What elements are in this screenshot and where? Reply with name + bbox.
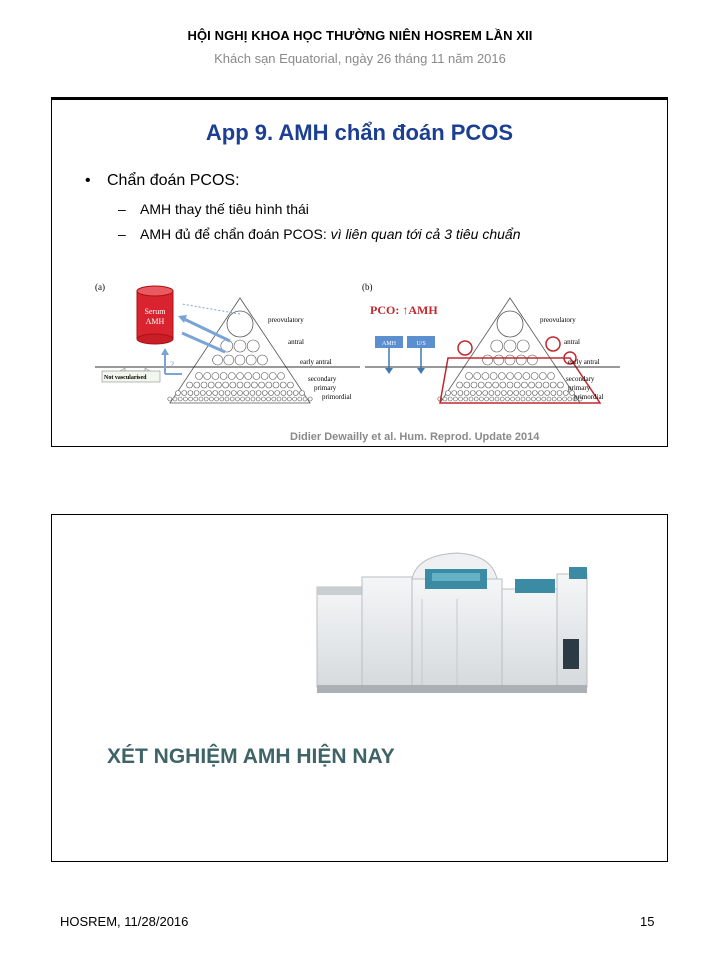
follicle-circle — [298, 397, 302, 401]
follicle-circle — [532, 391, 537, 396]
follicle-circle — [529, 382, 535, 388]
serum-amh-cylinder — [137, 286, 173, 344]
follicle-circle — [500, 397, 504, 401]
box-us-label: U/S — [416, 341, 426, 347]
follicle-circle — [228, 373, 235, 380]
slide-amh-testing — [51, 514, 668, 862]
follicle-circle — [212, 373, 219, 380]
stage-label: primary — [568, 384, 591, 392]
footer-date: HOSREM, 11/28/2016 — [60, 914, 189, 929]
follicle-circle — [168, 397, 172, 401]
follicle-circle — [485, 382, 491, 388]
follicle-circle — [220, 373, 227, 380]
follicle-circle — [251, 397, 255, 401]
stage-label: secondary — [308, 375, 337, 383]
follicle-circle — [568, 397, 572, 401]
stage-label: secondary — [566, 375, 595, 383]
follicle-circle — [213, 391, 218, 396]
follicle-circle — [215, 397, 219, 401]
follicle-circle — [485, 397, 489, 401]
follicle-circle — [548, 373, 555, 380]
follicle-circle — [470, 391, 475, 396]
follicle-circle — [517, 340, 529, 352]
follicle-circle — [479, 397, 483, 401]
follicle-circle — [173, 397, 177, 401]
not-vascularised-arrow — [102, 368, 160, 382]
follicle-circle — [542, 397, 546, 401]
follicle-circle — [521, 382, 527, 388]
follicle-circle — [526, 397, 530, 401]
bullet-item — [85, 172, 240, 190]
follicle-circle — [531, 397, 535, 401]
bullet-text: Chẩn đoán PCOS: — [107, 172, 240, 189]
follicle-circle — [547, 397, 551, 401]
panel-a-label: (a) — [95, 282, 105, 292]
follicle-circle — [269, 391, 274, 396]
sub-bullet-italic: vì liên quan tới cả 3 tiêu chuẩn — [330, 226, 521, 242]
follicle-circle — [474, 397, 478, 401]
follicle-circle — [516, 397, 520, 401]
follicle-circle — [237, 382, 243, 388]
follicle-circle — [514, 382, 520, 388]
stage-label: preovulatory — [268, 316, 304, 324]
follicle-circle — [557, 391, 562, 396]
amh-us-boxes — [375, 336, 435, 374]
follicle-circle — [507, 373, 514, 380]
serum-label: Serum — [144, 307, 166, 316]
follicle-circle — [287, 382, 293, 388]
page-number: 15 — [640, 914, 655, 929]
follicle-circle — [204, 397, 208, 401]
stage-label: antral — [288, 338, 304, 346]
slide-amh-pcos — [51, 97, 668, 447]
laboratory-analyzer-machine-image — [307, 549, 592, 699]
follicle-circle — [537, 397, 541, 401]
follicle-circle — [526, 391, 531, 396]
follicle-circle — [251, 382, 257, 388]
follicle-circle — [277, 397, 281, 401]
follicle-circle — [187, 382, 193, 388]
follicle-circle — [235, 397, 239, 401]
follicle-circle — [494, 355, 504, 365]
follicle-circle — [539, 391, 544, 396]
follicle-circle — [500, 382, 506, 388]
follicle-circle — [495, 391, 500, 396]
follicle-circle — [223, 382, 229, 388]
follicle-circle — [234, 340, 246, 352]
follicle-circle — [477, 391, 482, 396]
follicle-circle — [194, 391, 199, 396]
follicle-circle — [182, 391, 187, 396]
follicle-circle — [550, 382, 556, 388]
follicle-circle — [256, 391, 261, 396]
amh-label: AMH — [145, 317, 165, 326]
follicle-circle — [196, 373, 203, 380]
follicle-circle — [278, 373, 285, 380]
follicle-circle — [244, 382, 250, 388]
sub-bullet-1 — [118, 201, 309, 217]
follicle-circle — [275, 391, 280, 396]
follicle-circle — [457, 382, 463, 388]
follicle-circle — [453, 397, 457, 401]
stage-label: early antral — [568, 358, 600, 366]
follicle-circle — [194, 397, 198, 401]
follicle-circle — [261, 397, 265, 401]
follicle-circle — [464, 391, 469, 396]
follicle-circle — [563, 397, 567, 401]
dash-icon: – — [118, 226, 126, 242]
follicle-circle — [483, 355, 493, 365]
follicle-circle — [466, 373, 473, 380]
follicle-circle — [241, 397, 245, 401]
stage-label: primordial — [322, 393, 352, 401]
follicle-circle — [230, 397, 234, 401]
stage-label: antral — [564, 338, 580, 346]
follicle-circle — [230, 382, 236, 388]
follicle-circle — [452, 391, 457, 396]
follicle-circle — [246, 397, 250, 401]
follicle-circle — [557, 382, 563, 388]
not-vascularised-label: Not vascularised — [104, 375, 147, 381]
follicle-circle — [308, 397, 312, 401]
follicle-circle — [282, 397, 286, 401]
follicle-circle — [200, 391, 205, 396]
follicle-circle — [207, 391, 212, 396]
follicle-circle — [183, 397, 187, 401]
follicle-circle — [199, 397, 203, 401]
follicle-circle — [257, 355, 267, 365]
follicle-circle — [458, 391, 463, 396]
follicle-circle — [237, 373, 244, 380]
follicle-circle — [189, 397, 193, 401]
follicle-circle — [514, 391, 519, 396]
follicle-circle — [293, 391, 298, 396]
follicle-circle — [176, 391, 181, 396]
box-amh-label: AMH — [381, 341, 397, 347]
follicle-circle — [501, 391, 506, 396]
follicle-circle — [521, 397, 525, 401]
follicle-circle — [511, 397, 515, 401]
follicle-circle — [482, 373, 489, 380]
follicle-circle — [246, 355, 256, 365]
follicle-circle — [504, 340, 516, 352]
follicle-circle — [508, 391, 513, 396]
follicle-circle — [208, 382, 214, 388]
follicle-circle — [250, 391, 255, 396]
follicle-circle — [273, 382, 279, 388]
follicle-circle — [287, 397, 291, 401]
follicle-circle — [267, 397, 271, 401]
follicle-circle — [471, 382, 477, 388]
follicle-circle — [262, 391, 267, 396]
follicle-circle — [507, 382, 513, 388]
stage-label: preovulatory — [540, 316, 576, 324]
follicle-circle — [443, 397, 447, 401]
follicle-circle — [464, 397, 468, 401]
follicle-circle — [303, 397, 307, 401]
follicle-circle — [469, 397, 473, 401]
follicle-circle — [527, 355, 537, 365]
follicle-circle — [539, 373, 546, 380]
follicle-circle — [459, 397, 463, 401]
conference-title: HỘI NGHỊ KHOA HỌC THƯỜNG NIÊN HOSREM LẦN XII — [187, 28, 533, 43]
bullet-icon: • — [85, 172, 91, 189]
sub-bullet-text: AMH đủ để chẩn đoán PCOS: — [140, 226, 331, 242]
stage-label: primary — [314, 384, 337, 392]
follicle-circle — [209, 397, 213, 401]
follicle-circle — [213, 355, 223, 365]
follicle-circle — [551, 391, 556, 396]
follicle-circle — [300, 391, 305, 396]
follicle-circle — [557, 397, 561, 401]
follicle-circle — [491, 340, 503, 352]
follicle-circle — [505, 355, 515, 365]
sub-bullet-2 — [118, 226, 520, 242]
follicle-circle — [220, 397, 224, 401]
follicle-circle — [523, 373, 530, 380]
follicle-pyramid-figure — [90, 278, 630, 410]
follicle-circle — [178, 397, 182, 401]
follicle-circle — [266, 382, 272, 388]
follicle-circle — [293, 397, 297, 401]
follicle-circle — [446, 391, 451, 396]
follicle-circle — [495, 397, 499, 401]
follicle-circle — [188, 391, 193, 396]
follicle-circle — [225, 391, 230, 396]
follicle-circle — [231, 391, 236, 396]
citation: Didier Dewailly et al. Hum. Reprod. Update 2014 — [290, 431, 540, 443]
follicle-circle — [245, 373, 252, 380]
follicle-circle — [261, 373, 268, 380]
follicle-circle — [272, 397, 276, 401]
slide-title: App 9. AMH chẩn đoán PCOS — [205, 120, 514, 145]
follicle-circle — [498, 373, 505, 380]
follicle-circle — [281, 391, 286, 396]
follicle-circle — [287, 391, 292, 396]
pco-label: PCO: ↑AMH — [370, 303, 438, 317]
follicle-circle — [490, 373, 497, 380]
follicle-circle — [552, 397, 556, 401]
follicle-circle — [531, 373, 538, 380]
stage-label: early antral — [300, 358, 332, 366]
follicle-circle — [247, 340, 259, 352]
question-mark: ? — [170, 360, 174, 370]
follicle-circle — [505, 397, 509, 401]
follicle-circle — [478, 382, 484, 388]
follicle-circle — [464, 382, 470, 388]
follicle-circle — [244, 391, 249, 396]
follicle-circle — [194, 382, 200, 388]
follicle-circle — [520, 391, 525, 396]
dash-icon: – — [118, 201, 126, 217]
follicle-circle — [516, 355, 526, 365]
follicle-circle — [225, 397, 229, 401]
panel-b-label: (b) — [362, 282, 373, 292]
follicle-circle — [545, 391, 550, 396]
follicle-circle — [219, 391, 224, 396]
follicle-circle — [201, 382, 207, 388]
follicle-circle — [490, 397, 494, 401]
sub-bullet-text: AMH thay thế tiêu hình thái — [140, 201, 309, 217]
follicle-circle — [543, 382, 549, 388]
follicle-circle — [448, 397, 452, 401]
follicle-circle — [235, 355, 245, 365]
follicle-circle — [204, 373, 211, 380]
follicle-circle — [238, 391, 243, 396]
follicle-circle — [253, 373, 260, 380]
slide-title: XÉT NGHIỆM AMH HIỆN NAY — [107, 745, 395, 768]
follicle-circle — [215, 382, 221, 388]
follicle-circle — [474, 373, 481, 380]
follicle-circle — [259, 382, 265, 388]
follicle-circle — [269, 373, 276, 380]
follicle-circle — [256, 397, 260, 401]
stage-label: primordial — [574, 393, 604, 401]
conference-subtitle: Khách sạn Equatorial, ngày 26 tháng 11 năm 2016 — [214, 51, 506, 66]
follicle-circle — [224, 355, 234, 365]
follicle-circle — [489, 391, 494, 396]
follicle-circle — [493, 382, 499, 388]
follicle-circle — [536, 382, 542, 388]
follicle-circle — [280, 382, 286, 388]
follicle-circle — [515, 373, 522, 380]
follicle-circle — [483, 391, 488, 396]
